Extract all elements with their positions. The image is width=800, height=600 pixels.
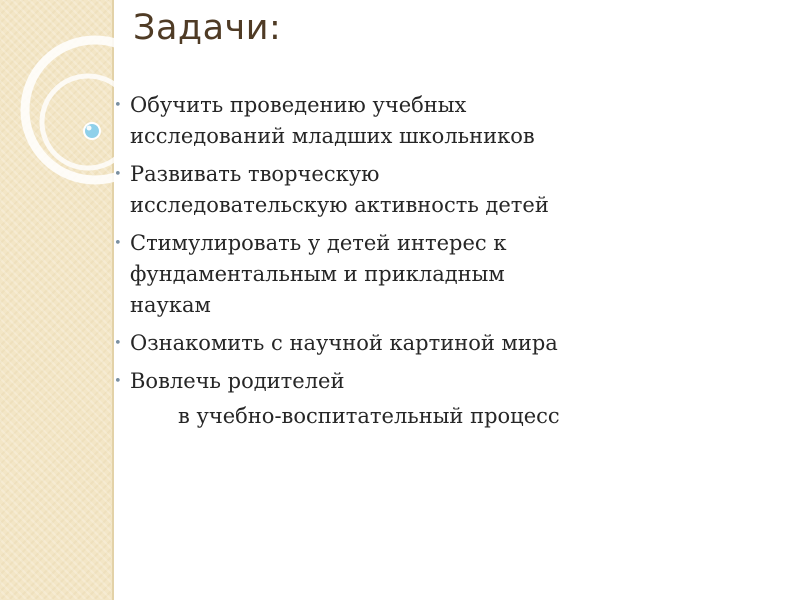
list-item-line: исследований младших школьников	[130, 124, 535, 148]
bullet-icon: •	[114, 374, 122, 389]
list-item-line: Стимулировать у детей интерес к	[130, 231, 507, 255]
list-item	[114, 159, 694, 221]
list-item-line: Обучить проведению учебных	[130, 93, 467, 117]
list-item-line: фундаментальным и прикладным	[130, 262, 505, 286]
list-item	[114, 228, 694, 321]
list-item	[114, 328, 694, 359]
list-item-text	[130, 159, 694, 221]
list-item	[114, 90, 694, 152]
blue-bead-icon	[84, 123, 100, 139]
list-item-line: исследовательскую активность детей	[130, 193, 549, 217]
bullet-icon: •	[114, 98, 122, 113]
list-item-line: Развивать творческую	[130, 162, 380, 186]
bullet-icon: •	[114, 236, 122, 251]
list-item-text	[130, 90, 694, 152]
list-item-line: Вовлечь родителей	[130, 369, 345, 393]
bead-highlight	[87, 126, 92, 131]
slide-title: Задачи:	[133, 8, 282, 48]
bullet-icon: •	[114, 336, 122, 351]
list-item-text	[130, 366, 694, 397]
task-list	[114, 90, 694, 439]
list-item-line: Ознакомить с научной картиной мира	[130, 331, 558, 355]
list-item-continuation: в учебно-воспитательный процесс	[178, 404, 560, 428]
bullet-icon: •	[114, 167, 122, 182]
list-item	[114, 366, 694, 432]
list-item-text	[130, 328, 694, 359]
list-item-text	[130, 228, 694, 321]
list-item-line: наукам	[130, 293, 211, 317]
